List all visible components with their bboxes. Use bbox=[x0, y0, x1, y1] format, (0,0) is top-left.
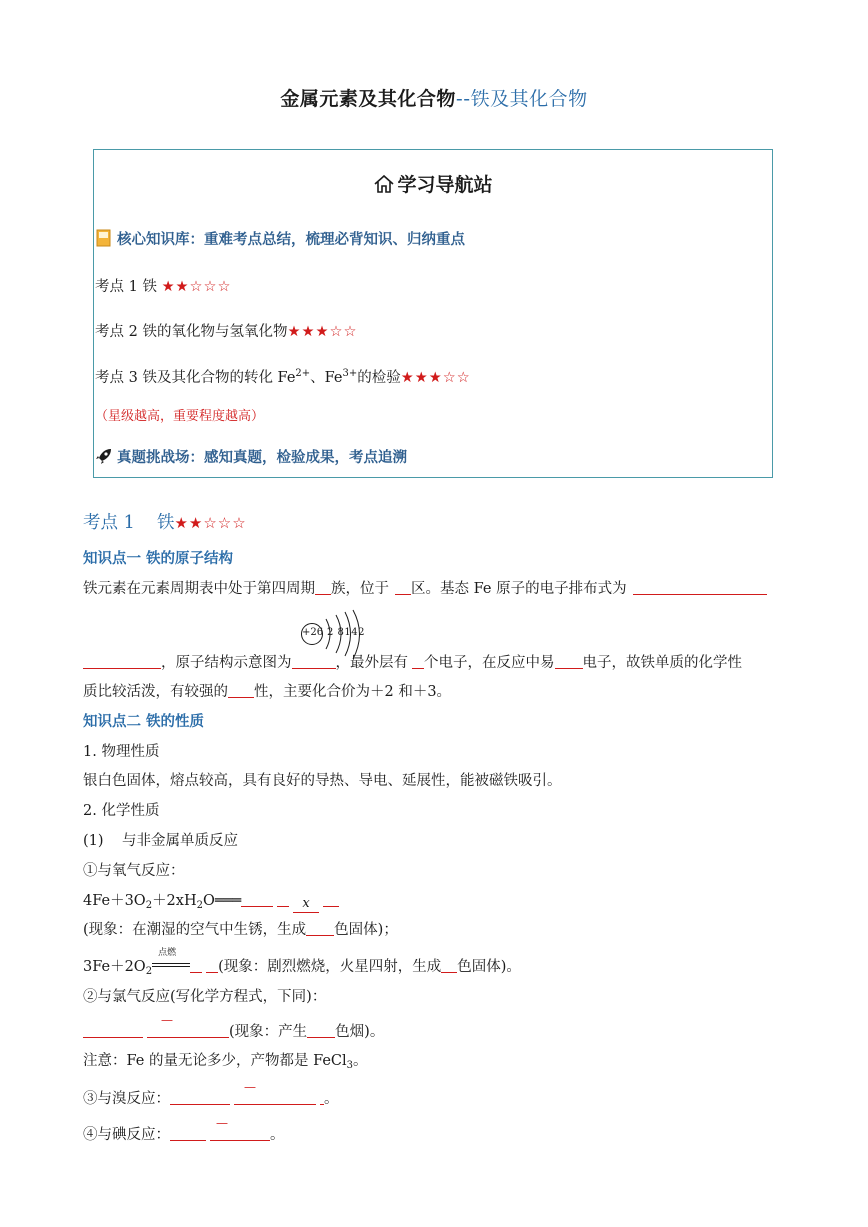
title-main: 金属元素及其化合物 bbox=[280, 88, 456, 110]
atom-nucleus: +26 bbox=[302, 627, 324, 638]
eq1-sub2: 2 bbox=[196, 900, 203, 911]
blank-i-a[interactable] bbox=[170, 1126, 206, 1141]
bromine-heading: ③与溴反应： bbox=[83, 1091, 170, 1107]
blank-group[interactable] bbox=[315, 580, 331, 595]
notice-line bbox=[83, 1049, 368, 1071]
ignite-condition: 点燃 bbox=[158, 948, 177, 958]
bromine-reaction-line bbox=[83, 1080, 339, 1108]
atom-shells: 2 8142 bbox=[327, 627, 365, 638]
k1-line2 bbox=[83, 651, 742, 672]
nav-point-2-stars: ★★★☆☆ bbox=[287, 324, 358, 340]
blank-eq2-b[interactable] bbox=[206, 958, 218, 973]
nav-point-3 bbox=[95, 366, 471, 387]
eq1-b: ＋2xH bbox=[152, 893, 197, 909]
nav-title bbox=[93, 170, 773, 197]
k1-line2-a: ，原子结构示意图为 bbox=[161, 655, 292, 671]
nav-point-2-label: 考点 2 铁的氧化物与氢氧化物 bbox=[95, 324, 288, 340]
blank-eq1-a[interactable] bbox=[241, 892, 273, 907]
notice-sub: 3 bbox=[346, 1060, 354, 1071]
blank-i-b[interactable]: — bbox=[210, 1126, 270, 1141]
equation-rust bbox=[83, 889, 339, 913]
nav-point-3-label-a: 考点 3 铁及其化合物的转化 Fe bbox=[95, 370, 296, 386]
bromine-end: 。 bbox=[324, 1091, 339, 1107]
blank-rust-color[interactable] bbox=[306, 921, 334, 936]
nav-point-3-stars: ★★★☆☆ bbox=[400, 370, 471, 386]
k1-line2-b: ，最外层有 bbox=[335, 655, 408, 671]
blank-burn-color[interactable] bbox=[441, 958, 457, 973]
title-sep: -- bbox=[455, 88, 471, 110]
cl2-note-a: (现象：产生 bbox=[229, 1024, 308, 1040]
blank-block[interactable] bbox=[395, 580, 411, 595]
section-heading-1 bbox=[83, 509, 247, 534]
k1-line3-b: 性，主要化合价为＋2 和＋3。 bbox=[254, 684, 452, 700]
eq1-c: O═══ bbox=[203, 893, 242, 909]
eq2-sub1: 2 bbox=[145, 966, 153, 977]
k1-line1 bbox=[83, 577, 767, 598]
blank-electron-config-cont[interactable] bbox=[83, 654, 161, 669]
k1-line2-d: 电子，故铁单质的化学性 bbox=[582, 655, 742, 671]
section-heading-text: 考点 1 铁 bbox=[83, 513, 175, 533]
nav-point-2 bbox=[95, 320, 357, 341]
nav-point-3-label-b: 、Fe bbox=[310, 370, 343, 386]
blank-atom-diagram[interactable] bbox=[292, 654, 336, 669]
blank-eq1-d[interactable] bbox=[323, 892, 339, 907]
blank-cl2-a[interactable] bbox=[83, 1023, 143, 1038]
k1-line1-a: 铁元素在元素周期表中处于第四周期 bbox=[83, 581, 315, 597]
k1-line2-c: 个电子，在反应中易 bbox=[424, 655, 555, 671]
eq1-note-b: 色固体)； bbox=[334, 922, 398, 938]
blank-electron-config[interactable] bbox=[633, 580, 767, 595]
k1-line3 bbox=[83, 680, 451, 701]
home-icon bbox=[373, 174, 395, 194]
challenge-label: 真题挑战场：感知真题，检验成果，考点追溯 bbox=[117, 449, 407, 466]
k1-line1-c: 区。基态 Fe 原子的电子排布式为 bbox=[411, 581, 627, 597]
blank-smoke-color[interactable] bbox=[307, 1023, 335, 1038]
nav-point-3-sup1: 2+ bbox=[295, 368, 311, 379]
blank-br-b[interactable]: — bbox=[234, 1090, 316, 1105]
nav-point-1-label: 考点 1 铁 bbox=[95, 279, 162, 295]
oxygen-reaction-heading: ①与氧气反应： bbox=[83, 863, 185, 879]
knowledge-point-1-heading: 知识点一 铁的原子结构 bbox=[83, 550, 234, 567]
nav-point-3-label-c: 的检验 bbox=[357, 370, 401, 386]
nav-point-1-stars: ★★☆☆☆ bbox=[161, 279, 232, 295]
chlorine-equation-line bbox=[83, 1013, 385, 1041]
eq1-note-a: (现象：在潮湿的空气中生锈，生成 bbox=[83, 922, 307, 938]
eq1-sub1: 2 bbox=[145, 900, 153, 911]
section-heading-stars: ★★☆☆☆ bbox=[174, 514, 247, 532]
chlorine-reaction-heading: ②与氯气反应(写化学方程式，下同)： bbox=[83, 989, 327, 1005]
iodine-end: 。 bbox=[270, 1127, 285, 1143]
star-note: （星级越高，重要程度越高） bbox=[95, 409, 265, 424]
eq2-note-a: (现象：剧烈燃烧，火星四射，生成 bbox=[218, 959, 442, 975]
iodine-reaction-line bbox=[83, 1116, 285, 1144]
blank-eq1-x[interactable]: x bbox=[293, 898, 319, 913]
chemical-properties-heading: 2. 化学性质 bbox=[83, 803, 160, 819]
equation-rust-note bbox=[83, 918, 398, 939]
nav-title-text: 学习导航站 bbox=[397, 174, 493, 196]
iodine-heading: ④与碘反应： bbox=[83, 1127, 170, 1143]
cl2-note-b: 色烟)。 bbox=[335, 1024, 385, 1040]
k1-line1-b: 族，位于 bbox=[331, 581, 389, 597]
blank-eq1-b[interactable] bbox=[277, 892, 289, 907]
blank-cl2-b[interactable]: — bbox=[147, 1023, 229, 1038]
study-navigation-box bbox=[93, 149, 773, 478]
blank-lose-gain[interactable] bbox=[555, 654, 583, 669]
physical-properties-heading: 1. 物理性质 bbox=[83, 744, 160, 760]
equation-burn bbox=[83, 948, 521, 977]
eq2-note-b: 色固体)。 bbox=[457, 959, 521, 975]
k1-line3-a: 质比较活泼，有较强的 bbox=[83, 684, 228, 700]
nav-point-3-sup2: 3+ bbox=[342, 368, 358, 379]
notice-a: 注意：Fe 的量无论多少，产物都是 FeCl bbox=[83, 1053, 347, 1069]
blank-br-a[interactable] bbox=[170, 1090, 230, 1105]
eq2-a: 3Fe＋2O bbox=[83, 959, 146, 975]
physical-properties-text: 银白色固体，熔点较高，具有良好的导热、导电、延展性，能被磁铁吸引。 bbox=[83, 773, 562, 789]
core-knowledge-row bbox=[95, 228, 465, 249]
blank-eq2-a[interactable] bbox=[190, 958, 202, 973]
page-title bbox=[0, 84, 868, 111]
blank-outer-electrons[interactable] bbox=[412, 654, 424, 669]
eq1-a: 4Fe＋3O bbox=[83, 893, 146, 909]
book-icon bbox=[95, 229, 113, 247]
ignite-arrow bbox=[152, 948, 190, 972]
knowledge-point-2-heading: 知识点二 铁的性质 bbox=[83, 713, 205, 730]
nav-point-1 bbox=[95, 275, 232, 296]
nonmetal-reaction-heading: (1) 与非金属单质反应 bbox=[83, 833, 238, 849]
challenge-row bbox=[95, 446, 407, 467]
blank-property[interactable] bbox=[228, 683, 254, 698]
core-knowledge-label: 核心知识库：重难考点总结，梳理必背知识、归纳重点 bbox=[117, 231, 465, 248]
title-sub: 铁及其化合物 bbox=[470, 88, 588, 110]
rocket-icon bbox=[95, 447, 113, 465]
notice-b: 。 bbox=[353, 1053, 368, 1069]
